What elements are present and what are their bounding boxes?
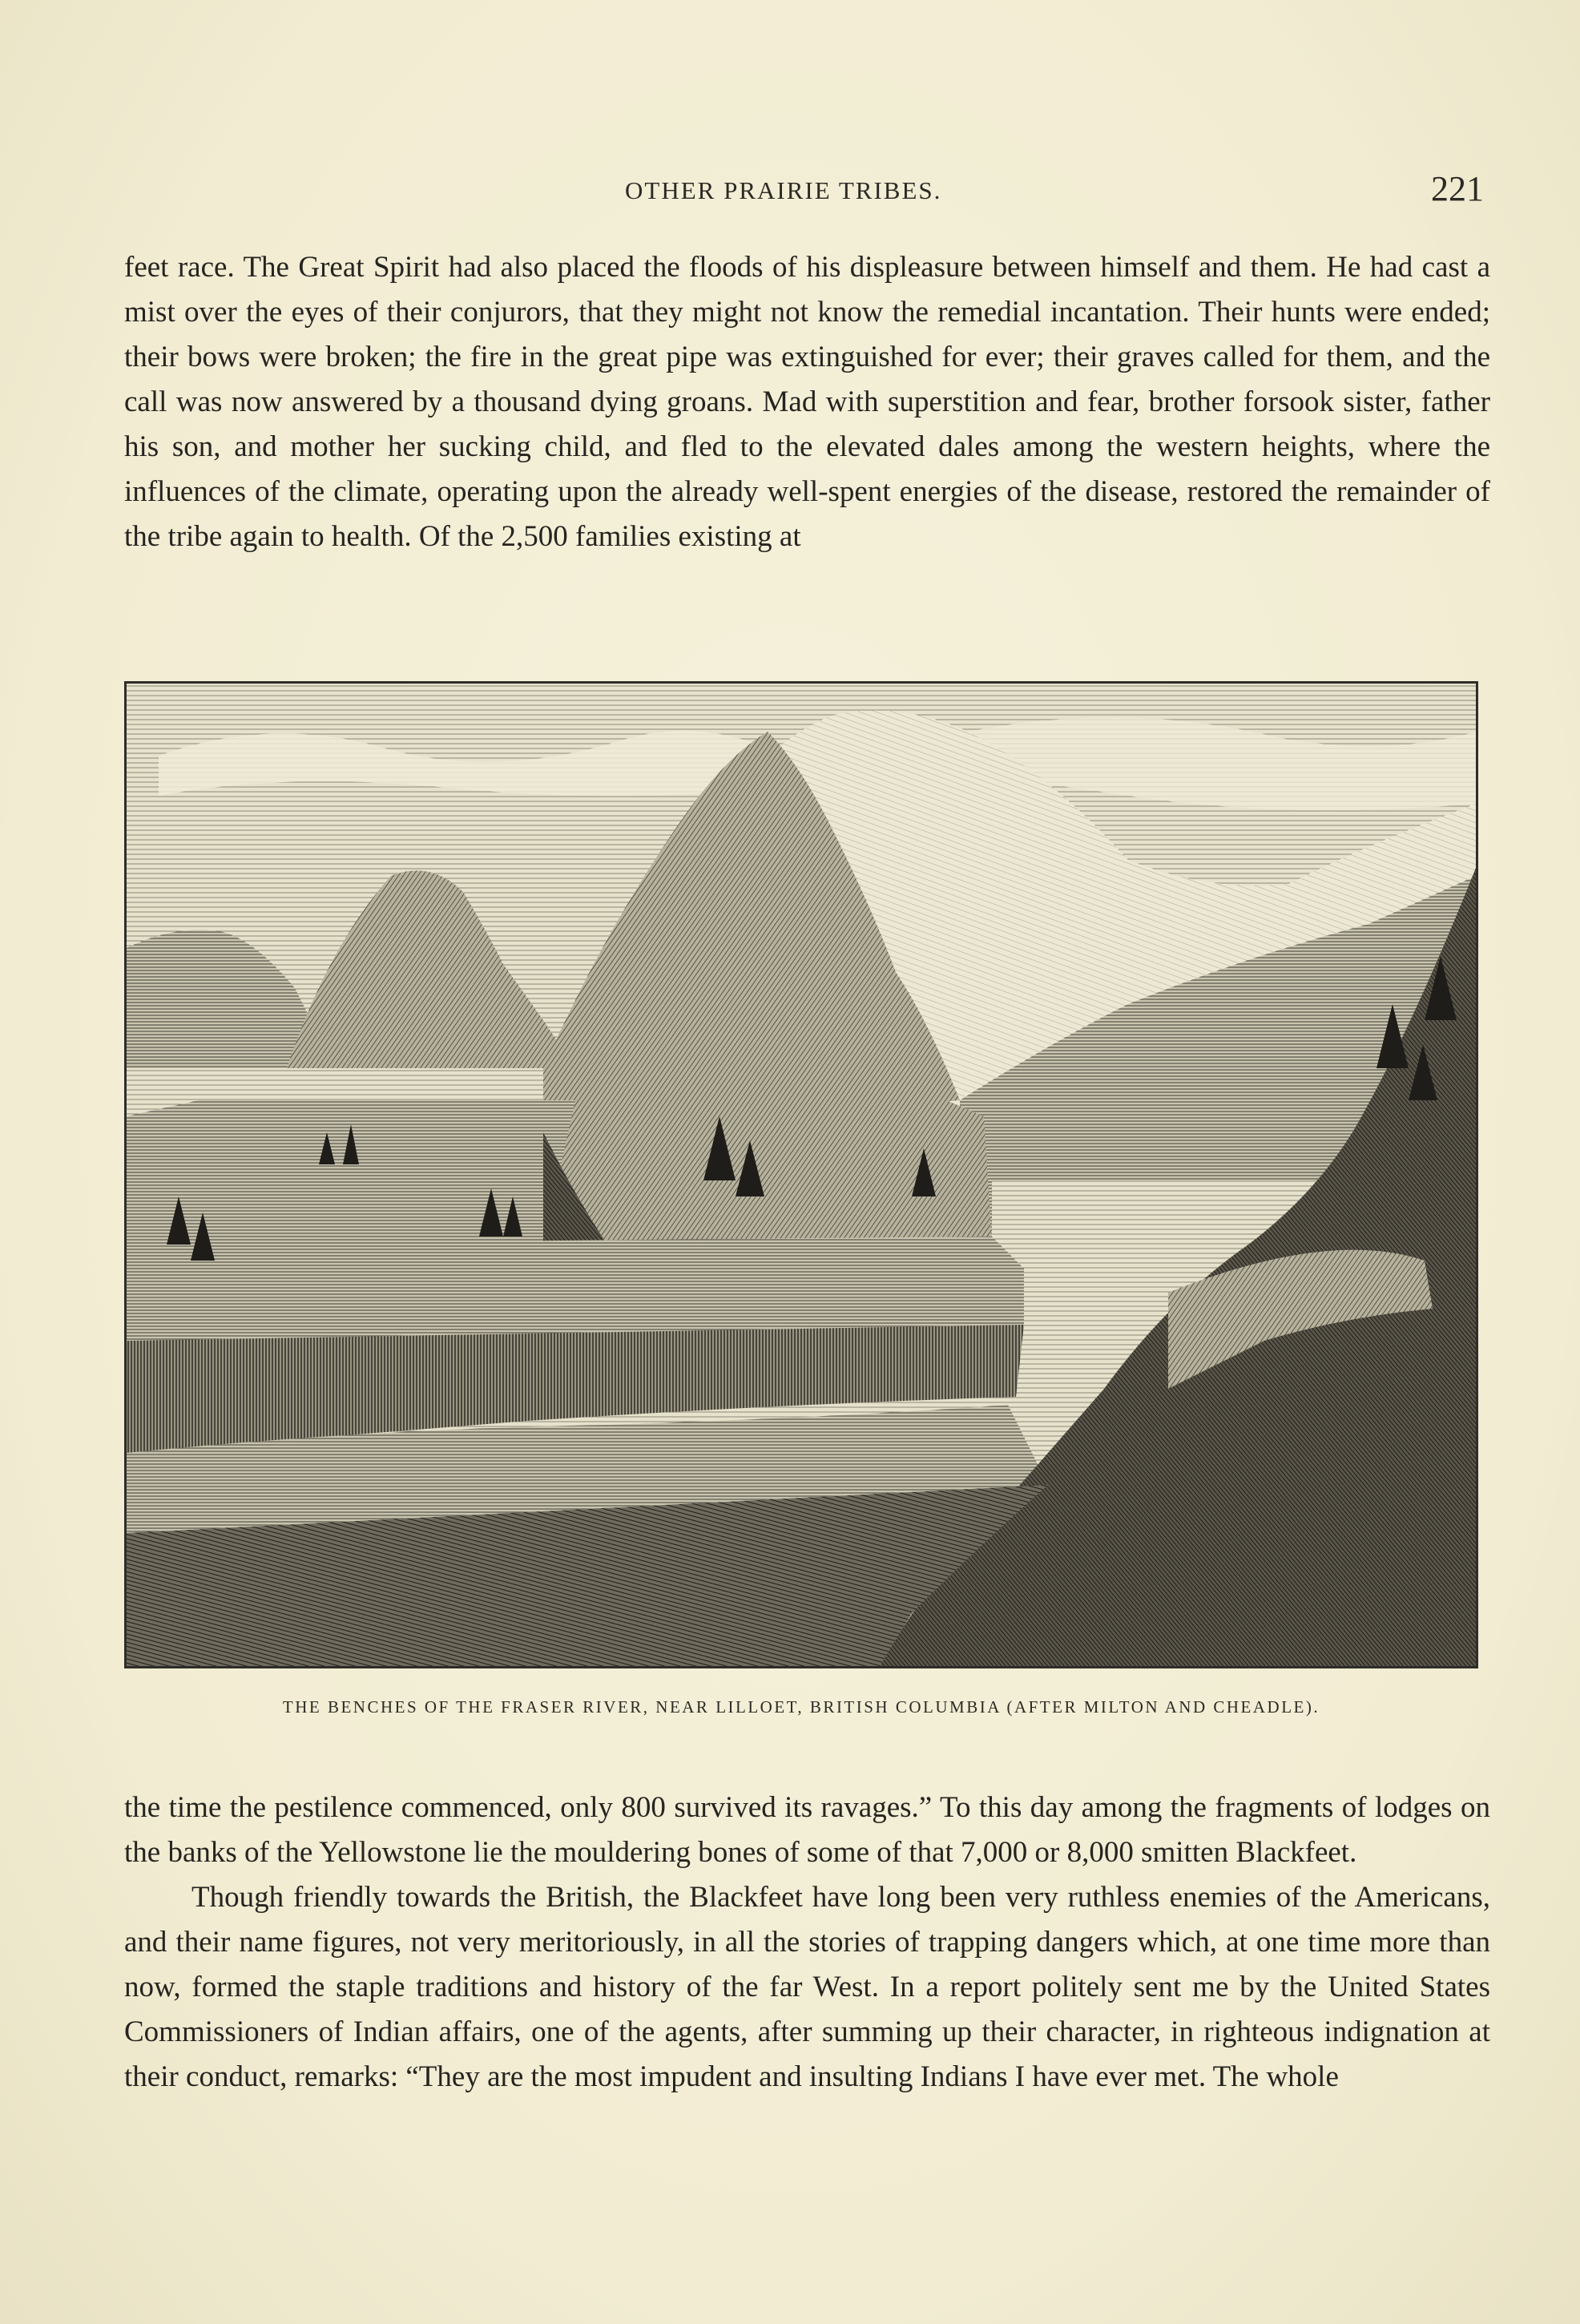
running-title: OTHER PRAIRIE TRIBES. (625, 176, 942, 204)
page-number: 221 (1431, 169, 1484, 208)
paragraph-blackfeet: Though friendly towards the British, the Blackfeet have long been very ruthless enemies of the Americans, and their name figures, not very meritoriously, in all the stories of trapping dangers which, at one time more than now, formed the staple traditions and history of the far West. In a report politely sent me by the United States Commissioners of Indian affairs, one of the agents, after summing up their character, in righteous indignation at their conduct, remarks: “They are the most impudent and insulting Indians I have ever met. The whole (124, 1881, 1490, 2093)
body-text-bottom (124, 1785, 1490, 2100)
engraving-illustration (124, 681, 1478, 1668)
running-head (0, 168, 1580, 216)
figure-caption: THE BENCHES OF THE FRASER RIVER, NEAR LILLOET, BRITISH COLUMBIA (AFTER MILTON AND CHEADLE). (282, 1697, 1320, 1717)
paragraph-continuation: the time the pestilence commenced, only 800 survived its ravages.” To this day among the fragments of lodges on the banks of the Yellowstone lie the mouldering bones of some of that 7,000 or 8,000 smitten Blackfeet. (124, 1791, 1490, 1869)
fraser-river-benches-engraving (127, 684, 1476, 1666)
paragraph-continued: feet race. The Great Spirit had also placed the floods of his displeasure between himself and them. He had cast a mist over the eyes of their conjurors, that they might not know the remedial incantation. Their hunts were ended; their bows were broken; the fire in the great pipe was extinguished for ever; their graves called for them, and the call was now answered by a thousand dying groans. Mad with superstition and fear, brother forsook sister, father his son, and mother her sucking child, and fled to the elevated dales among the western heights, where the influences of the climate, operating upon the already well-spent energies of the disease, restored the remainder of the tribe again to health. Of the 2,500 families existing at (124, 251, 1490, 553)
middle-bench (127, 1237, 1024, 1341)
body-text-top (124, 245, 1490, 559)
